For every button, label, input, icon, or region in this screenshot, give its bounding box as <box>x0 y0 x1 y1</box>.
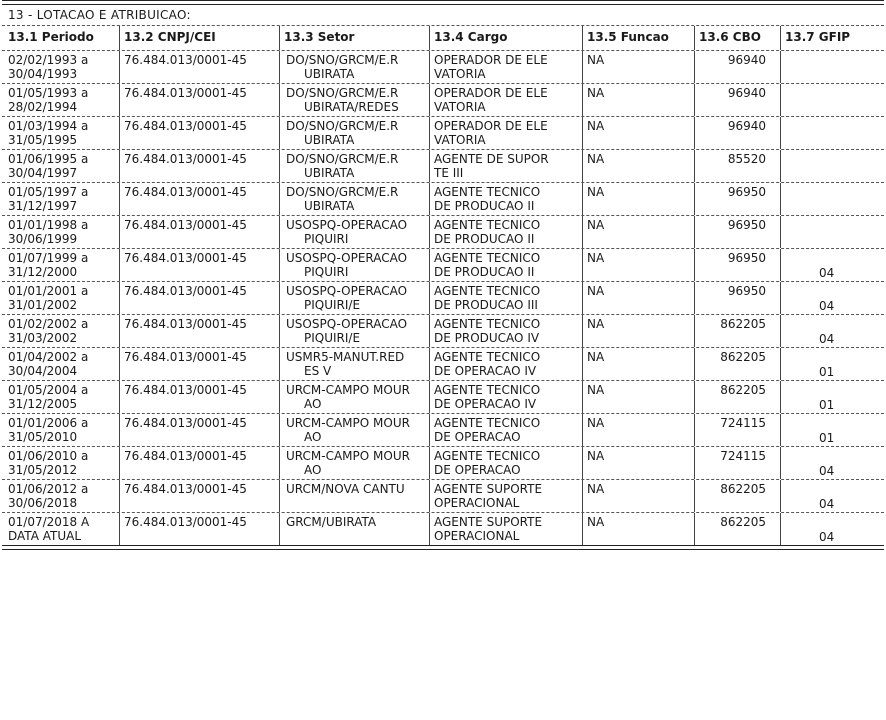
cell-setor <box>279 51 429 83</box>
cell-line: AGENTE SUPORTE <box>434 482 543 496</box>
cell-funcao: NA <box>582 249 694 281</box>
cell-line: GRCM/UBIRATA <box>286 515 377 529</box>
cell-funcao: NA <box>582 51 694 83</box>
cell-cnpj: 76.484.013/0001-45 <box>119 315 279 347</box>
cell-gfip <box>780 216 884 248</box>
cell-line: OPERACIONAL <box>434 529 520 543</box>
cell-line: UBIRATA/REDES <box>304 100 399 114</box>
cell-line: DE PRODUCAO II <box>434 232 535 246</box>
cell-line: URCM-CAMPO MOUR <box>286 416 410 430</box>
cell-line: VATORIA <box>434 100 486 114</box>
cell-cnpj: 76.484.013/0001-45 <box>119 480 279 512</box>
cell-line: UBIRATA <box>304 67 355 81</box>
cell-cargo <box>429 249 582 281</box>
header-gfip: 13.7 GFIP <box>780 26 884 50</box>
cell-cbo: 724115 <box>694 447 780 479</box>
table-row <box>2 513 884 545</box>
cell-line: DO/SNO/GRCM/E.R <box>286 152 399 166</box>
cell-line: URCM/NOVA CANTU <box>286 482 405 496</box>
cell-line: PIQUIRI/E <box>304 298 361 312</box>
cell-line: USOSPQ-OPERACAO <box>286 317 408 331</box>
cell-line: VATORIA <box>434 133 486 147</box>
cell-cargo <box>429 348 582 380</box>
cell-line: UBIRATA <box>304 133 355 147</box>
cell-funcao: NA <box>582 315 694 347</box>
cell-line: 01/07/1999 a <box>8 251 89 265</box>
cell-line: 31/05/1995 <box>8 133 78 147</box>
cell-cargo <box>429 282 582 314</box>
table-row <box>2 381 884 413</box>
cell-funcao: NA <box>582 447 694 479</box>
cell-cbo: 96940 <box>694 51 780 83</box>
table-row <box>2 150 884 182</box>
header-setor: 13.3 Setor <box>279 26 429 50</box>
cell-line: 31/12/1997 <box>8 199 78 213</box>
table-row <box>2 117 884 149</box>
cell-cargo <box>429 513 582 545</box>
cell-line: AGENTE TECNICO <box>434 317 541 331</box>
cell-setor <box>279 348 429 380</box>
cell-line: 01/01/2001 a <box>8 284 89 298</box>
cell-periodo <box>2 150 119 182</box>
cell-setor <box>279 447 429 479</box>
cell-setor <box>279 150 429 182</box>
cell-line: AGENTE TECNICO <box>434 218 541 232</box>
cell-cargo <box>429 216 582 248</box>
cell-line: 02/02/1993 a <box>8 53 89 67</box>
cell-funcao: NA <box>582 216 694 248</box>
cell-line: 30/04/1993 <box>8 67 78 81</box>
cell-line: 31/05/2010 <box>8 430 78 444</box>
table-header-row <box>2 26 884 50</box>
cell-line: DE PRODUCAO III <box>434 298 538 312</box>
cell-line: DE PRODUCAO II <box>434 199 535 213</box>
cell-setor <box>279 216 429 248</box>
cell-line: DE OPERACAO IV <box>434 397 537 411</box>
cell-periodo <box>2 447 119 479</box>
cell-line: URCM-CAMPO MOUR <box>286 449 410 463</box>
cell-line: OPERADOR DE ELE <box>434 86 548 100</box>
header-cbo: 13.6 CBO <box>694 26 780 50</box>
cell-line: DATA ATUAL <box>8 529 82 543</box>
cell-gfip: 01 <box>780 381 884 413</box>
cell-periodo <box>2 249 119 281</box>
table-row <box>2 84 884 116</box>
cell-line: 01/02/2002 a <box>8 317 89 331</box>
cell-line: AGENTE TECNICO <box>434 185 541 199</box>
cell-line: UBIRATA <box>304 166 355 180</box>
cell-line: AGENTE TECNICO <box>434 284 541 298</box>
cell-line: 01/01/2006 a <box>8 416 89 430</box>
cell-line: AO <box>304 430 322 444</box>
cell-cbo: 96950 <box>694 183 780 215</box>
cell-line: 01/06/2012 a <box>8 482 89 496</box>
table-row <box>2 249 884 281</box>
cell-setor <box>279 282 429 314</box>
cell-line: AGENTE SUPORTE <box>434 515 543 529</box>
cell-cnpj: 76.484.013/0001-45 <box>119 513 279 545</box>
cell-periodo <box>2 117 119 149</box>
cell-line: 30/04/2004 <box>8 364 78 378</box>
cell-line: UBIRATA <box>304 199 355 213</box>
table-row <box>2 183 884 215</box>
cell-gfip: 01 <box>780 414 884 446</box>
cell-line: DO/SNO/GRCM/E.R <box>286 53 399 67</box>
cell-cbo: 724115 <box>694 414 780 446</box>
table-row <box>2 348 884 380</box>
cell-funcao: NA <box>582 183 694 215</box>
table-body <box>2 50 884 545</box>
table-row <box>2 414 884 446</box>
cell-line: 01/01/1998 a <box>8 218 89 232</box>
cell-line: 30/06/1999 <box>8 232 78 246</box>
cell-cbo: 96950 <box>694 282 780 314</box>
cell-cbo: 96940 <box>694 117 780 149</box>
cell-line: DO/SNO/GRCM/E.R <box>286 86 399 100</box>
cell-periodo <box>2 51 119 83</box>
cell-cargo <box>429 84 582 116</box>
cell-periodo <box>2 348 119 380</box>
cell-line: AGENTE TECNICO <box>434 383 541 397</box>
cell-cargo <box>429 414 582 446</box>
header-cnpj: 13.2 CNPJ/CEI <box>119 26 279 50</box>
header-funcao: 13.5 Funcao <box>582 26 694 50</box>
header-cargo: 13.4 Cargo <box>429 26 582 50</box>
cell-cargo <box>429 381 582 413</box>
lotacao-section <box>2 0 884 550</box>
cell-cargo <box>429 117 582 149</box>
cell-line: USMR5-MANUT.RED <box>286 350 405 364</box>
cell-line: DO/SNO/GRCM/E.R <box>286 185 399 199</box>
cell-funcao: NA <box>582 348 694 380</box>
cell-line: AGENTE TECNICO <box>434 350 541 364</box>
cell-line: DE OPERACAO <box>434 463 521 477</box>
cell-cbo: 96950 <box>694 216 780 248</box>
cell-line: 01/05/2004 a <box>8 383 89 397</box>
cell-periodo <box>2 414 119 446</box>
cell-periodo <box>2 480 119 512</box>
cell-cbo: 96940 <box>694 84 780 116</box>
cell-line: 01/04/2002 a <box>8 350 89 364</box>
cell-cbo: 862205 <box>694 513 780 545</box>
cell-cnpj: 76.484.013/0001-45 <box>119 447 279 479</box>
cell-line: PIQUIRI/E <box>304 331 361 345</box>
cell-cnpj: 76.484.013/0001-45 <box>119 51 279 83</box>
table-row <box>2 480 884 512</box>
cell-line: 31/12/2005 <box>8 397 78 411</box>
table-row <box>2 282 884 314</box>
cell-line: OPERADOR DE ELE <box>434 53 548 67</box>
cell-setor <box>279 117 429 149</box>
cell-line: OPERADOR DE ELE <box>434 119 548 133</box>
cell-line: 31/03/2002 <box>8 331 78 345</box>
cell-line: OPERACIONAL <box>434 496 520 510</box>
cell-funcao: NA <box>582 414 694 446</box>
cell-funcao: NA <box>582 480 694 512</box>
cell-line: DE OPERACAO IV <box>434 364 537 378</box>
cell-line: 01/07/2018 A <box>8 515 90 529</box>
cell-gfip: 04 <box>780 513 884 545</box>
cell-line: 31/01/2002 <box>8 298 78 312</box>
cell-line: AGENTE TECNICO <box>434 416 541 430</box>
table-row <box>2 447 884 479</box>
cell-funcao: NA <box>582 282 694 314</box>
cell-line: 01/03/1994 a <box>8 119 89 133</box>
cell-line: DO/SNO/GRCM/E.R <box>286 119 399 133</box>
cell-periodo <box>2 84 119 116</box>
cell-setor <box>279 480 429 512</box>
cell-line: USOSPQ-OPERACAO <box>286 251 408 265</box>
cell-line: 01/06/2010 a <box>8 449 89 463</box>
cell-line: TE III <box>434 166 464 180</box>
cell-line: USOSPQ-OPERACAO <box>286 218 408 232</box>
cell-gfip: 04 <box>780 282 884 314</box>
cell-line: 30/06/2018 <box>8 496 78 510</box>
cell-line: 31/05/2012 <box>8 463 78 477</box>
cell-gfip: 04 <box>780 480 884 512</box>
cell-cbo: 96950 <box>694 249 780 281</box>
cell-setor <box>279 414 429 446</box>
cell-gfip <box>780 84 884 116</box>
cell-line: PIQUIRI <box>304 232 349 246</box>
cell-line: AGENTE TECNICO <box>434 449 541 463</box>
cell-cargo <box>429 51 582 83</box>
cell-periodo <box>2 513 119 545</box>
cell-cargo <box>429 447 582 479</box>
bottom-double-rule <box>2 545 884 550</box>
cell-funcao: NA <box>582 117 694 149</box>
cell-cargo <box>429 183 582 215</box>
cell-line: AGENTE TECNICO <box>434 251 541 265</box>
cell-line: AO <box>304 463 322 477</box>
cell-funcao: NA <box>582 84 694 116</box>
cell-cbo: 862205 <box>694 480 780 512</box>
cell-cargo <box>429 150 582 182</box>
cell-cnpj: 76.484.013/0001-45 <box>119 84 279 116</box>
cell-gfip: 04 <box>780 447 884 479</box>
cell-gfip: 04 <box>780 315 884 347</box>
section-title: 13 - LOTACAO E ATRIBUICAO: <box>8 8 191 22</box>
cell-cnpj: 76.484.013/0001-45 <box>119 216 279 248</box>
cell-gfip <box>780 117 884 149</box>
cell-cargo <box>429 315 582 347</box>
cell-line: DE PRODUCAO II <box>434 265 535 279</box>
cell-line: PIQUIRI <box>304 265 349 279</box>
cell-setor <box>279 84 429 116</box>
cell-cnpj: 76.484.013/0001-45 <box>119 150 279 182</box>
table-row <box>2 51 884 83</box>
cell-line: 01/06/1995 a <box>8 152 89 166</box>
cell-cbo: 862205 <box>694 315 780 347</box>
cell-setor <box>279 249 429 281</box>
cell-line: AGENTE DE SUPOR <box>434 152 549 166</box>
cell-cnpj: 76.484.013/0001-45 <box>119 183 279 215</box>
cell-line: DE OPERACAO <box>434 430 521 444</box>
cell-cnpj: 76.484.013/0001-45 <box>119 414 279 446</box>
cell-line: 01/05/1997 a <box>8 185 89 199</box>
cell-periodo <box>2 282 119 314</box>
cell-periodo <box>2 315 119 347</box>
cell-setor <box>279 315 429 347</box>
cell-setor <box>279 513 429 545</box>
cell-cbo: 85520 <box>694 150 780 182</box>
cell-funcao: NA <box>582 513 694 545</box>
cell-cargo <box>429 480 582 512</box>
cell-cnpj: 76.484.013/0001-45 <box>119 348 279 380</box>
cell-gfip: 01 <box>780 348 884 380</box>
cell-cnpj: 76.484.013/0001-45 <box>119 282 279 314</box>
cell-line: 30/04/1997 <box>8 166 78 180</box>
cell-line: 01/05/1993 a <box>8 86 89 100</box>
cell-periodo <box>2 216 119 248</box>
cell-gfip <box>780 51 884 83</box>
cell-line: DE PRODUCAO IV <box>434 331 540 345</box>
cell-gfip <box>780 183 884 215</box>
cell-cnpj: 76.484.013/0001-45 <box>119 117 279 149</box>
cell-line: VATORIA <box>434 67 486 81</box>
cell-gfip: 04 <box>780 249 884 281</box>
table-row <box>2 315 884 347</box>
cell-line: 31/12/2000 <box>8 265 78 279</box>
cell-periodo <box>2 381 119 413</box>
cell-periodo <box>2 183 119 215</box>
cell-line: ES V <box>304 364 332 378</box>
table-row <box>2 216 884 248</box>
cell-line: USOSPQ-OPERACAO <box>286 284 408 298</box>
cell-setor <box>279 381 429 413</box>
header-periodo: 13.1 Periodo <box>8 30 94 44</box>
cell-funcao: NA <box>582 150 694 182</box>
cell-cbo: 862205 <box>694 348 780 380</box>
cell-setor <box>279 183 429 215</box>
cell-line: AO <box>304 397 322 411</box>
cell-funcao: NA <box>582 381 694 413</box>
cell-gfip <box>780 150 884 182</box>
cell-cnpj: 76.484.013/0001-45 <box>119 249 279 281</box>
cell-cbo: 862205 <box>694 381 780 413</box>
cell-cnpj: 76.484.013/0001-45 <box>119 381 279 413</box>
cell-line: 28/02/1994 <box>8 100 78 114</box>
cell-line: URCM-CAMPO MOUR <box>286 383 410 397</box>
